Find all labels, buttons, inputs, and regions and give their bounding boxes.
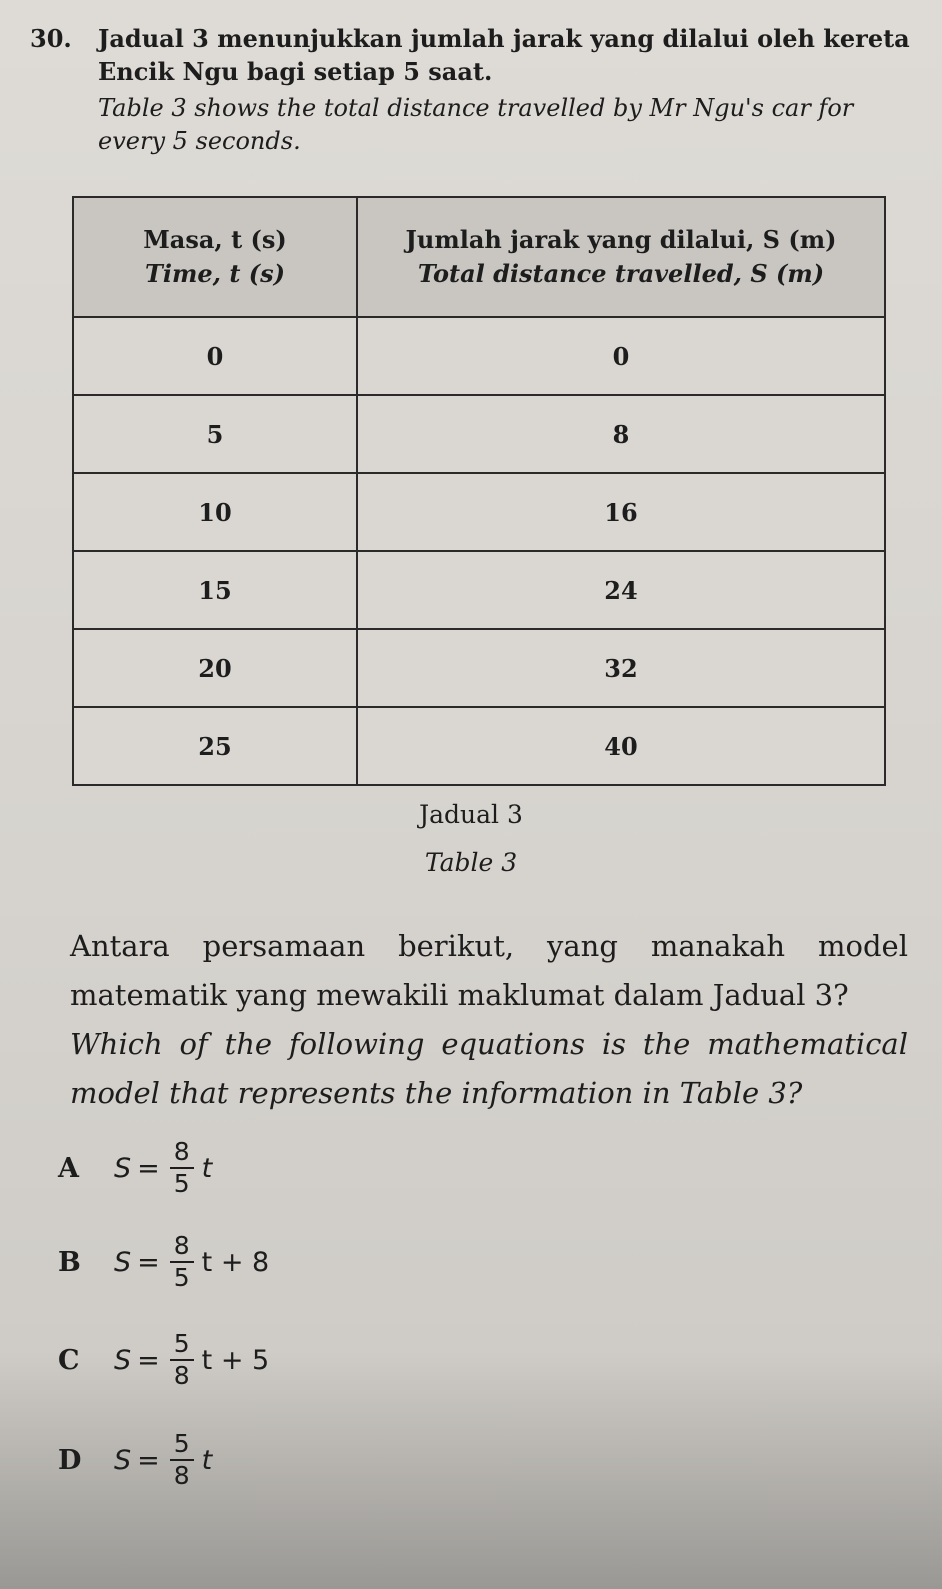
distance-cell: 8 — [357, 395, 885, 473]
header-time — [73, 197, 357, 317]
time-cell: 15 — [73, 551, 357, 629]
equation-rest: t — [201, 1444, 213, 1476]
option-letter: A — [58, 1152, 79, 1184]
table-row — [73, 551, 885, 629]
header-distance — [357, 197, 885, 317]
equation-lhs: S — [114, 1246, 132, 1278]
fraction-denominator: 5 — [173, 1169, 190, 1198]
time-cell: 20 — [73, 629, 357, 707]
equation-rest: t + 8 — [201, 1246, 270, 1278]
header-time-english: Time, t (s) — [144, 259, 285, 288]
fraction — [170, 1429, 194, 1491]
distance-cell: 24 — [357, 551, 885, 629]
fraction-numerator: 8 — [170, 1137, 194, 1169]
intro-english: Table 3 shows the total distance travelled by Mr Ngu's car for every 5 seconds. — [98, 94, 854, 155]
time-cell: 25 — [73, 707, 357, 785]
equals-sign: = — [137, 1444, 160, 1476]
fraction — [170, 1231, 194, 1293]
fraction — [170, 1137, 194, 1199]
header-distance-malay: Jumlah jarak yang dilalui, S (m) — [405, 225, 837, 254]
equation-lhs: S — [114, 1444, 132, 1476]
option-equation — [114, 1329, 269, 1391]
time-cell: 5 — [73, 395, 357, 473]
fraction-numerator: 8 — [170, 1231, 194, 1263]
distance-cell: 40 — [357, 707, 885, 785]
table-caption-malay: Jadual 3 — [419, 800, 523, 829]
table-header-row — [73, 197, 885, 317]
table-row — [73, 707, 885, 785]
option-a[interactable] — [58, 1128, 212, 1208]
distance-cell: 16 — [357, 473, 885, 551]
intro-malay: Jadual 3 menunjukkan jumlah jarak yang dilalui oleh kereta Encik Ngu bagi setiap 5 saat. — [98, 24, 910, 86]
prompt-english: Which of the following equations is the mathematical model that represents the information in Table 3? — [70, 1027, 908, 1110]
equation-rest: t + 5 — [201, 1344, 270, 1376]
time-cell: 0 — [73, 317, 357, 395]
table-row — [73, 395, 885, 473]
fraction-denominator: 5 — [173, 1263, 190, 1292]
equation-rest: t — [201, 1152, 213, 1184]
question-header — [30, 22, 910, 158]
table-row — [73, 317, 885, 395]
option-letter: D — [58, 1444, 82, 1476]
option-equation — [114, 1429, 212, 1491]
equals-sign: = — [137, 1246, 160, 1278]
fraction-numerator: 5 — [170, 1329, 194, 1361]
table-row — [73, 473, 885, 551]
equals-sign: = — [137, 1344, 160, 1376]
table-row — [73, 629, 885, 707]
option-d[interactable] — [58, 1420, 212, 1500]
option-letter: B — [58, 1246, 81, 1278]
option-letter: C — [58, 1344, 80, 1376]
header-time-malay: Masa, t (s) — [143, 225, 287, 254]
distance-cell: 0 — [357, 317, 885, 395]
prompt-malay: Antara persamaan berikut, yang manakah model matematik yang mewakili maklumat dalam Jadual 3? — [70, 929, 908, 1012]
question-intro — [98, 22, 910, 158]
option-b[interactable] — [58, 1222, 269, 1302]
fraction — [170, 1329, 194, 1391]
fraction-denominator: 8 — [173, 1361, 190, 1390]
option-equation — [114, 1137, 212, 1199]
option-c[interactable] — [58, 1320, 269, 1400]
fraction-denominator: 8 — [173, 1461, 190, 1490]
question-number: 30. — [30, 24, 72, 53]
table-caption-english: Table 3 — [424, 848, 518, 877]
fraction-numerator: 5 — [170, 1429, 194, 1461]
data-table — [72, 196, 886, 786]
distance-cell: 32 — [357, 629, 885, 707]
option-equation — [114, 1231, 269, 1293]
equals-sign: = — [137, 1152, 160, 1184]
equation-lhs: S — [114, 1152, 132, 1184]
question-prompt — [70, 922, 908, 1118]
time-cell: 10 — [73, 473, 357, 551]
header-distance-english: Total distance travelled, S (m) — [417, 259, 825, 288]
equation-lhs: S — [114, 1344, 132, 1376]
